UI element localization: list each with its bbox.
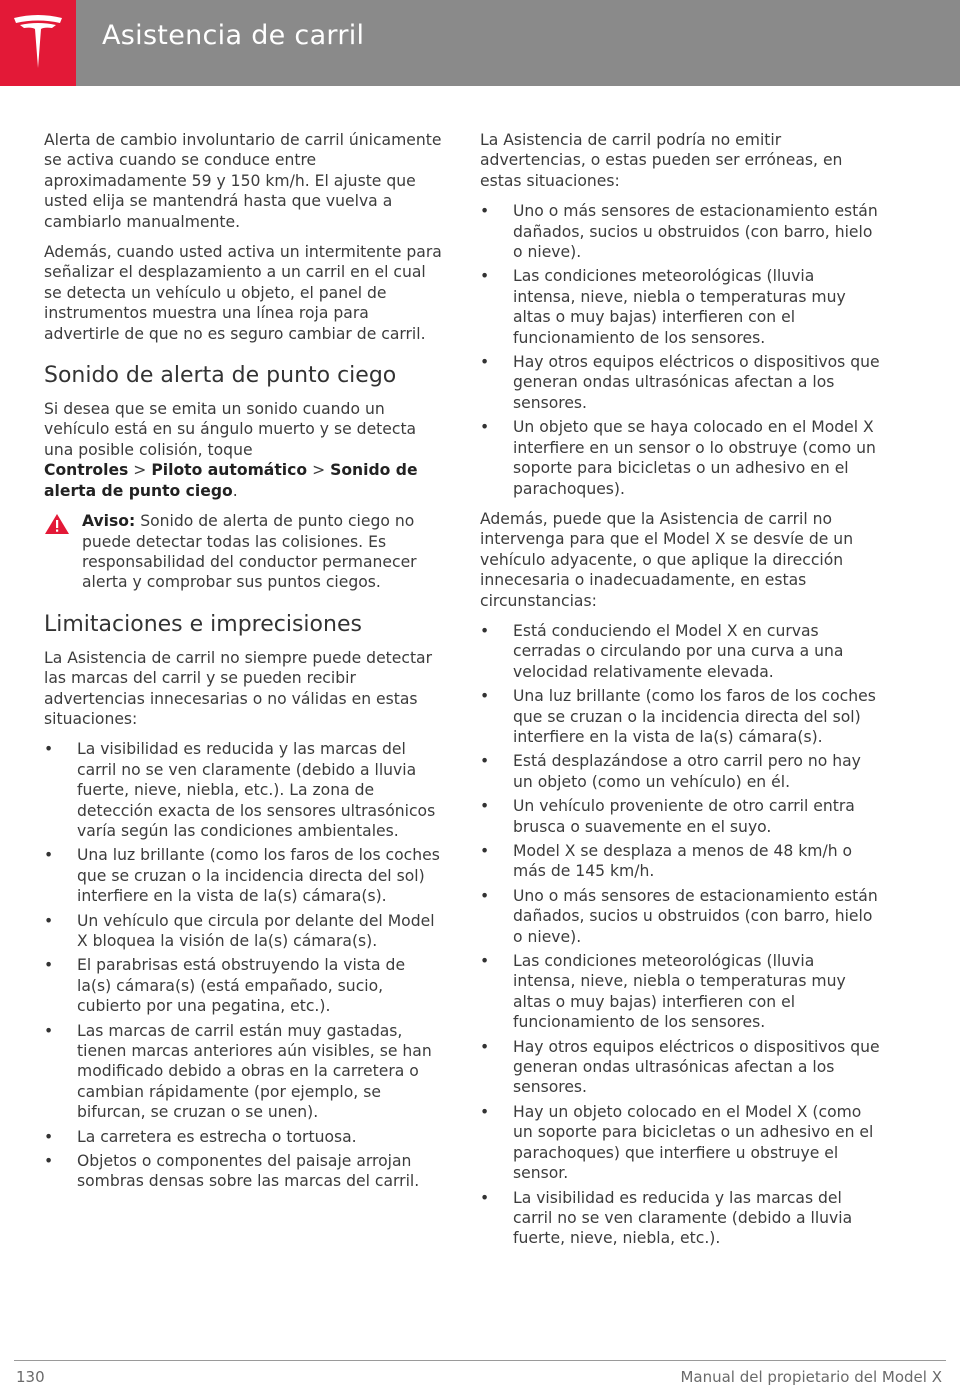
list-item: • Un vehículo proveniente de otro carril entra brusca o suavemente en el suyo. [480,796,880,837]
list-item: • Las condiciones meteorológicas (lluvia intensa, nieve, niebla o temperaturas muy altas o muy bajas) interfieren con el funcionamiento de los sensores. [480,266,880,348]
page-number: 130 [16,1368,45,1386]
list-item: • Uno o más sensores de estacionamiento están dañados, sucios u obstruidos (con barro, hielo o nieve). [480,886,880,947]
paragraph: Alerta de cambio involuntario de carril únicamente se activa cuando se conduce entre aproximadamente 59 y 150 km/h. El ajuste que usted elija se mantendrá hasta que vuelva a cambiarlo manualmente. [44,131,442,231]
list-item: • Las condiciones meteorológicas (lluvia intensa, nieve, niebla o temperaturas muy altas o muy bajas) interfieren con el funcionamiento de los sensores. [480,951,880,1033]
paragraph: Además, cuando usted activa un intermitente para señalizar el desplazamiento a un carril en el cual se detecta un vehículo u objeto, el panel de instrumentos muestra una línea roja para advertirle de que no es seguro cambiar de carril. [44,243,442,343]
list-item: • Las marcas de carril están muy gastadas, tienen marcas anteriores aún visibles, se han modificado debido a obras en la carretera o cambian rápidamente (por ejemplo, se bifurcan, se cruzan o se unen). [44,1021,444,1123]
menu-path-end: . [232,481,238,500]
tesla-logo [0,0,76,86]
list-item: • Un objeto que se haya colocado en el Model X interfiere en un sensor o lo obstruye (como un soporte para bicicletas o un adhesivo en el parachoques). [480,417,880,499]
list-item: • Objetos o componentes del paisaje arrojan sombras densas sobre las marcas del carril. [44,1151,444,1192]
paragraph: La Asistencia de carril no siempre puede detectar las marcas del carril y se pueden recibir advertencias innecesarias o no válidas en estas situaciones: [44,648,433,728]
list-item: • Una luz brillante (como los faros de los coches que se cruzan o la incidencia directa del sol) interfiere en la vista de la(s) cámara(s). [44,845,444,906]
menu-path-controls: Controles [44,461,129,480]
manual-title: Manual del propietario del Model X [680,1368,942,1386]
list-item: • La carretera es estrecha o tortuosa. [44,1127,444,1147]
menu-path-blind-spot-chime: Sonido de alerta de punto ciego [44,461,418,500]
list-item: • Un vehículo que circula por delante del Model X bloquea la visión de la(s) cámara(s). [44,911,444,952]
list-item: • Una luz brillante (como los faros de los coches que se cruzan o la incidencia directa del sol) interfiere en la vista de la(s) cámara(s). [480,686,880,747]
warning-box [44,511,444,593]
list-item: • La visibilidad es reducida y las marcas del carril no se ven claramente (debido a lluvia fuerte, nieve, niebla, etc.). La zona de detección exacta de los sensores ultrasónicos varía según las condiciones ambientales. [44,739,444,841]
menu-path-separator: > [312,461,326,480]
list-item: • Está desplazándose a otro carril pero no hay un objeto (como un vehículo) en él. [480,751,880,792]
warnings-list [480,201,880,499]
list-item: • El parabrisas está obstruyendo la vista de la(s) cámara(s) (está empañado, sucio, cubierto por una pegatina, etc.). [44,955,444,1016]
circumstances-list [480,621,880,1249]
list-item: • Hay otros equipos eléctricos o dispositivos que generan ondas ultrasónicas afectan a los sensores. [480,1037,880,1098]
limitations-list [44,739,444,1192]
paragraph: La Asistencia de carril podría no emitir advertencias, o estas pueden ser erróneas, en estas situaciones: [480,131,843,190]
section-heading-sound: Sonido de alerta de punto ciego [44,363,397,389]
footer-divider [14,1360,946,1361]
list-item: • Hay otros equipos eléctricos o dispositivos que generan ondas ultrasónicas afectan a los sensores. [480,352,880,413]
section-heading-limitations: Limitaciones e imprecisiones [44,611,362,637]
list-item: • Model X se desplaza a menos de 48 km/h o más de 145 km/h. [480,841,880,882]
sound-text: Si desea que se emita un sonido cuando un vehículo está en su ángulo muerto y se detecta una posible colisión, toque [44,400,417,459]
sound-paragraph [44,399,444,501]
warning-triangle-icon [44,513,70,535]
left-column [44,130,444,1202]
warning-label: Aviso: [82,512,136,531]
paragraph: Además, puede que la Asistencia de carril no intervenga para que el Model X se desvíe de un vehículo adyacente, o que aplique la dirección innecesaria o inadecuadamente, en estas circunstancias: [480,509,854,610]
tesla-logo-icon [12,14,64,70]
right-column [480,130,880,1259]
menu-path-autopilot: Piloto automático [151,461,308,480]
list-item: • Está conduciendo el Model X en curvas cerradas o circulando por una curva a una velocidad relativamente elevada. [480,621,880,682]
menu-path-separator: > [133,461,147,480]
list-item: • La visibilidad es reducida y las marcas del carril no se ven claramente (debido a lluvia fuerte, nieve, niebla, etc.). [480,1188,880,1249]
page-header [0,0,960,86]
list-item: • Uno o más sensores de estacionamiento están dañados, sucios u obstruidos (con barro, hielo o nieve). [480,201,880,262]
warning-text: Sonido de alerta de punto ciego no puede detectar todas las colisiones. Es responsabilidad del conductor permanecer alerta y comprobar sus puntos ciegos. [82,512,417,592]
list-item: • Hay un objeto colocado en el Model X (como un soporte para bicicletas o un adhesivo en el parachoques) que interfiere u obstruye el sensor. [480,1102,880,1184]
page-title: Asistencia de carril [102,20,365,51]
